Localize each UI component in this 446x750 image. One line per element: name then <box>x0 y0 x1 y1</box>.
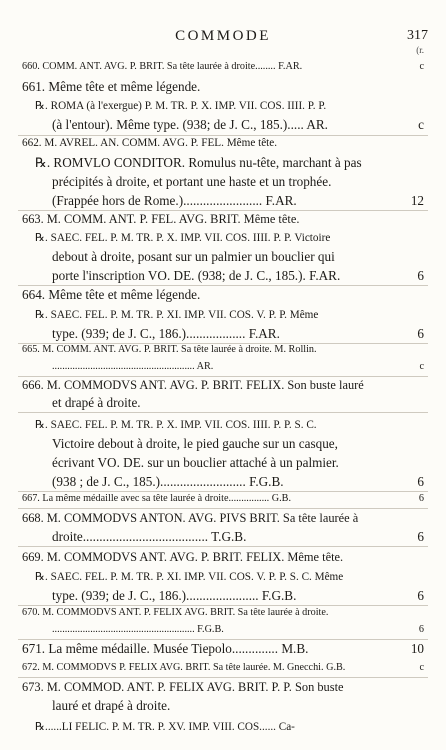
entry-line: (Frappée hors de Rome.)........................ F.AR. 12 <box>52 193 424 208</box>
entry-line: écrivant VO. DE. sur un bouclier attaché à un palmier. <box>52 455 339 470</box>
entry-line: 669. M. COMMODVS ANT. AVG. P. BRIT. FELIX. Même tête. <box>22 550 344 564</box>
entry-line: type. (939; de J. C., 186.).................. F.AR. 6 <box>52 326 424 341</box>
entry-line: précipités à droite, et portant une haste et un trophée. <box>52 174 332 189</box>
entry-line: Victoire debout à droite, le pied gauche sur un casque, <box>52 436 338 451</box>
entry-line: 668. M. COMMODVS ANTON. AVG. PIVS BRIT. Sa tête laurée à <box>22 511 359 525</box>
page-number: 317 <box>407 28 428 43</box>
entry-line: ℞. SAEC. FEL. P. M. TR. P. X. IMP. VII. COS. IIII. P. P. Victoire <box>35 232 331 244</box>
entry-line: ℞. ROMVLO CONDITOR. Romulus nu-tête, marchant à pas <box>35 155 362 170</box>
entry-line: 662. M. AVREL. AN. COMM. AVG. P. FEL. Même tête. <box>22 137 278 149</box>
entry-line: 673. M. COMMOD. ANT. P. FELIX AVG. BRIT. P. P. Son buste <box>22 680 344 694</box>
marginal-note: (r. <box>416 45 424 55</box>
entry-line: droite...................................... T.G.B. 6 <box>52 529 424 544</box>
entry-line: ℞. SAEC. FEL. P. M. TR. P. XI. IMP. VII. COS. V. P. P. Même <box>35 309 319 321</box>
entry-separator <box>18 546 428 547</box>
entry-line: ℞......LI FELIC. P. M. TR. P. XV. IMP. VIII. COS...... Ca- <box>35 721 295 733</box>
entry-line: (à l'entour). Même type. (938; de J. C., 185.)..... AR. c <box>52 117 424 132</box>
entry-line: ........................................................ AR. c <box>52 361 424 372</box>
entry-line: ℞. ROMA (à l'exergue) P. M. TR. P. X. IMP. VII. COS. IIII. P. P. <box>35 100 327 112</box>
entry-line: ℞. SAEC. FEL. P. M. TR. P. X. IMP. VII. COS. IIII. P. P. S. C. <box>35 419 317 431</box>
entry-line: debout à droite, posant sur un palmier un bouclier qui <box>52 249 335 264</box>
entry-line: 664. Même tête et même légende. <box>22 287 201 302</box>
entry-line: 670. M. COMMODVS ANT. P. FELIX AVG. BRIT. Sa tête laurée à droite. <box>22 607 329 618</box>
entry-line: 671. La même médaille. Musée Tiepolo.............. M.B. 10 <box>22 641 424 656</box>
entry-separator <box>18 412 428 413</box>
entry-line: 663. M. COMM. ANT. P. FEL. AVG. BRIT. Même tête. <box>22 212 300 226</box>
entry-line: 667. La même médaille avec sa tête laurée à droite................ G.B. 6 <box>22 493 424 504</box>
entry-line: lauré et drapé à droite. <box>52 698 171 713</box>
entry-line: ........................................................ F.G.B. 6 <box>52 624 424 635</box>
entry-line: et drapé à droite. <box>52 395 141 410</box>
entry-line: ℞. SAEC. FEL. P. M. TR. P. XI. IMP. VII. COS. V. P. P. S. C. Même <box>35 571 344 583</box>
entry-line: 665. M. COMM. ANT. AVG. P. BRIT. Sa tête laurée à droite. M. Rollin. <box>22 344 317 355</box>
entry-line: (938 ; de J. C., 185.).......................... F.G.B. 6 <box>52 474 424 489</box>
running-title: COMMODE <box>175 28 271 44</box>
entry-line: 661. Même tête et même légende. <box>22 79 201 94</box>
entry-line: 660. COMM. ANT. AVG. P. BRIT. Sa tête laurée à droite........ F.AR. c <box>22 61 424 72</box>
entry-line: type. (939; de J. C., 186.)...................... F.G.B. 6 <box>52 588 424 603</box>
entry-line: porte l'inscription VO. DE. (938; de J. C., 185.). F.AR. 6 <box>52 268 424 283</box>
entry-line: 666. M. COMMODVS ANT. AVG. P. BRIT. FELIX. Son buste lauré <box>22 378 364 392</box>
entry-line: 672. M. COMMODVS P. FELIX AVG. BRIT. Sa tête laurée. M. Gnecchi. G.B. c <box>22 662 424 673</box>
